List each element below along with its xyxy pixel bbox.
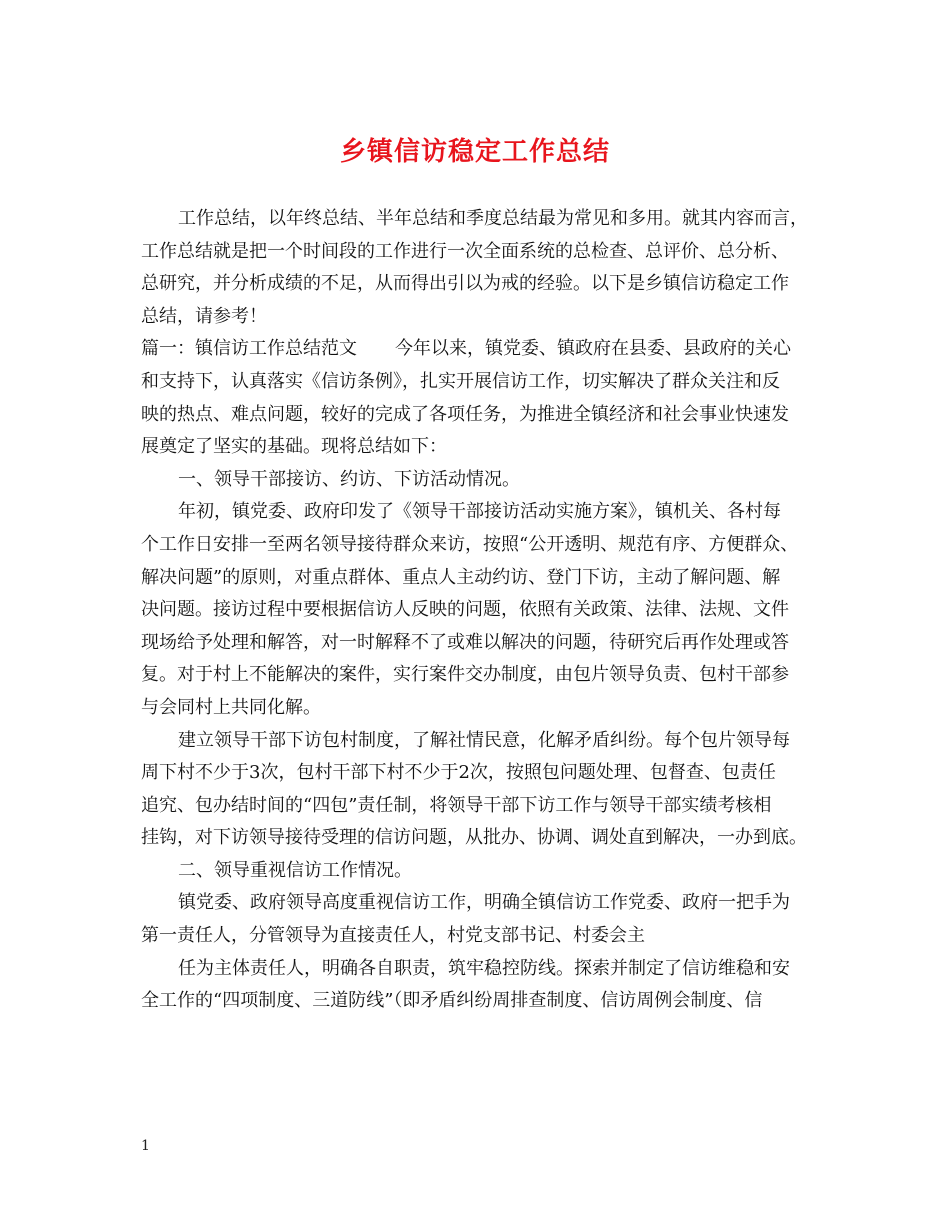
paragraph-line: 总研究，并分析成绩的不足，从而得出引以为戒的经验。以下是乡镇信访稳定工作: [141, 273, 789, 295]
paragraph-line: 全工作的“四项制度、三道防线”（即矛盾纠纷周排查制度、信访周例会制度、信: [141, 990, 763, 1012]
paragraph-line: 与会同村上共同化解。: [141, 696, 321, 718]
paragraph-line: 任为主体责任人，明确各自职责，筑牢稳控防线。探索并制定了信访维稳和安: [178, 957, 790, 979]
paragraph-line: 工作总结，以年终总结、半年总结和季度总结最为常见和多用。就其内容而言，: [178, 208, 808, 229]
paragraph-line: 映的热点、难点问题，较好的完成了各项任务，为推进全镇经济和社会事业快速发: [141, 403, 789, 425]
paragraph-line: 镇党委、政府领导高度重视信访工作，明确全镇信访工作党委、政府一把手为: [178, 892, 790, 914]
paragraph-line: 追究、包办结时间的“四包”责任制，将领导干部下访工作与领导干部实绩考核相: [141, 794, 772, 816]
document-title: 乡镇信访稳定工作总结: [339, 137, 610, 167]
paragraph-line-start: 今年以来，镇党委、镇政府在县委、县政府的关心: [395, 338, 791, 360]
section-heading: 一、领导干部接访、约访、下访活动情况。: [178, 468, 520, 490]
paragraph-line: 周下村不少于3次，包村干部下村不少于2次，按照包问题处理、包督查、包责任: [141, 762, 776, 784]
paragraph-line: 解决问题”的原则，对重点群体、重点人主动约访、登门下访，主动了解问题、解: [141, 566, 781, 588]
paragraph-line: 年初，镇党委、政府印发了《领导干部接访活动实施方案》，镇机关、各村每: [178, 501, 781, 523]
paragraph-line: 和支持下，认真落实《信访条例》，扎实开展信访工作，切实解决了群众关注和反: [141, 370, 780, 392]
section-heading: 二、领导重视信访工作情况。: [178, 859, 412, 881]
paragraph-line: 展奠定了坚实的基础。现将总结如下：: [141, 436, 447, 458]
paragraph-line: 决问题。接访过程中要根据信访人反映的问题，依照有关政策、法律、法规、文件: [141, 599, 789, 621]
paragraph-line: 第一责任人，分管领导为直接责任人，村党支部书记、村委会主: [141, 925, 645, 947]
page-number: 1: [141, 1138, 150, 1154]
document-body: [141, 203, 821, 1018]
section-heading: 篇一：镇信访工作总结范文: [141, 338, 357, 360]
paragraph-line: 复。对于村上不能解决的案件，实行案件交办制度，由包片领导负责、包村干部参: [141, 664, 789, 686]
paragraph-line: 现场给予处理和解答，对一时解释不了或难以解决的问题，待研究后再作处理或答: [141, 631, 789, 653]
paragraph-line: 建立领导干部下访包村制度，了解社情民意，化解矛盾纠纷。每个包片领导每: [178, 729, 790, 751]
section-line: [141, 333, 821, 366]
paragraph-line: 挂钩，对下访领导接待受理的信访问题，从批办、协调、调处直到解决，一办到底。: [141, 827, 807, 849]
paragraph-line: 总结，请参考！: [141, 305, 267, 327]
paragraph-line: 个工作日安排一至两名领导接待群众来访，按照“公开透明、规范有序、方便群众、: [141, 533, 799, 555]
paragraph-line: 工作总结就是把一个时间段的工作进行一次全面系统的总检查、总评价、总分析、: [141, 240, 789, 262]
